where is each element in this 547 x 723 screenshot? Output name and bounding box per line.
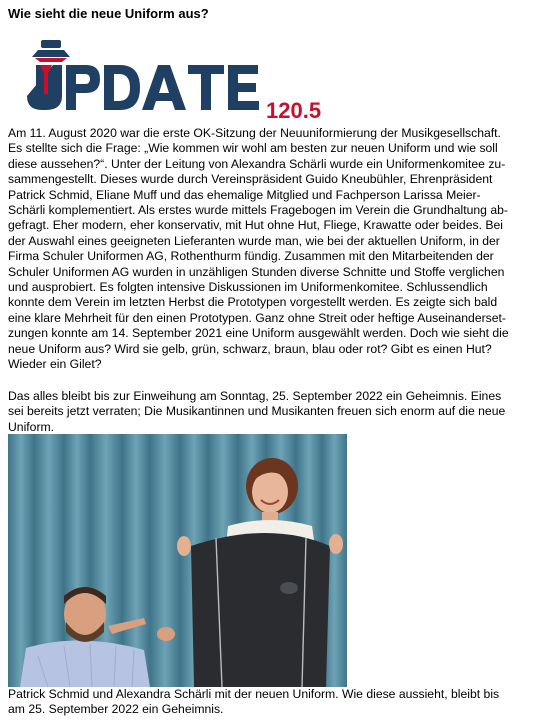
update-logo bbox=[24, 38, 322, 123]
body-line: konnte dem Verein im letzten Herbst die Prototypen vorgestellt werden. Es zeigte sich bald bbox=[8, 295, 498, 310]
body-line: gefragt. Eher modern, eher konservativ, mit Hut ohne Hut, Fliege, Krawatte oder beides. Bei bbox=[8, 218, 503, 233]
body-line: zungen konnte am 14. September 2021 eine Uniform ausgewählt werden. Doch wie sieht die bbox=[8, 326, 509, 341]
logo-lettering bbox=[27, 65, 259, 110]
body-line: Es stellte sich die Frage: „Wie kommen wir wohl am besten zur neuen Uniform und wie soll bbox=[8, 141, 498, 156]
body-line: Patrick Schmid, Eliane Muff und das ehemalige Mitglied und Fachperson Larissa Meier- bbox=[8, 187, 481, 202]
body-line: neue Uniform aus? Wird sie gelb, grün, schwarz, braun, blau oder rot? Gibt es einen Hut? bbox=[8, 341, 492, 356]
body-line: Schärli komplementiert. Als erstes wurde mittels Fragebogen im Verein die Grundhaltung ab- bbox=[8, 203, 508, 218]
body-line: und ausprobiert. Es folgten intensive Diskussionen im Uniformenkomitee. Schlussendlich bbox=[8, 280, 488, 295]
caption-line: Patrick Schmid und Alexandra Schärli mit der neuen Uniform. Wie diese aussieht, bleibt bis bbox=[8, 687, 500, 701]
marching-hat-icon bbox=[32, 40, 70, 62]
body-line: Firma Schuler Uniformen AG, Rothenthurm fündig. Zusammen mit den Mitarbeitenden der bbox=[8, 249, 494, 264]
body-line: sammengestellt. Dieses wurde durch Vereinspräsident Guido Kneubühler, Ehrenpräsident bbox=[8, 172, 493, 187]
garment-bag bbox=[191, 533, 330, 687]
body-line: Am 11. August 2020 war die erste OK-Sitzung der Neuuniformierung der Musikgesellschaft. bbox=[8, 126, 501, 140]
photo-caption bbox=[8, 687, 540, 718]
uniform-photo bbox=[8, 434, 347, 687]
logo-number: 120.5 bbox=[266, 98, 322, 123]
body-line: Wieder ein Gilet? bbox=[8, 357, 102, 372]
body-line: diese aussehen?“. Unter der Leitung von Alexandra Schärli wurde ein Uniformenkomitee zu- bbox=[8, 156, 506, 171]
photo-scene bbox=[8, 434, 347, 687]
closing-line: Das alles bleibt bis zur Einweihung am Sonntag, 25. September 2022 ein Geheimnis. Eines bbox=[8, 389, 502, 403]
closing-line: Uniform. bbox=[8, 419, 55, 434]
article-closing bbox=[8, 389, 540, 435]
closing-line: sei bereits jetzt verraten; Die Musikantinnen und Musikanten freuen sich enorm auf die neue bbox=[8, 404, 506, 419]
body-line: der Auswahl eines geeigneten Lieferanten wurde man, wie bei der aktuellen Uniform, in der bbox=[8, 233, 500, 248]
caption-line: am 25. September 2022 ein Geheimnis. bbox=[8, 702, 224, 717]
body-line: eine klare Mehrheit für den einen Prototypen. Ganz ohne Streit oder heftige Auseinanderset- bbox=[8, 310, 506, 325]
body-line: Schuler Uniformen AG wurden in unzähligen Stunden diverse Schnitte und Stoffe verglichen bbox=[8, 264, 505, 279]
article-heading: Wie sieht die neue Uniform aus? bbox=[8, 6, 209, 21]
article-body bbox=[8, 126, 540, 373]
